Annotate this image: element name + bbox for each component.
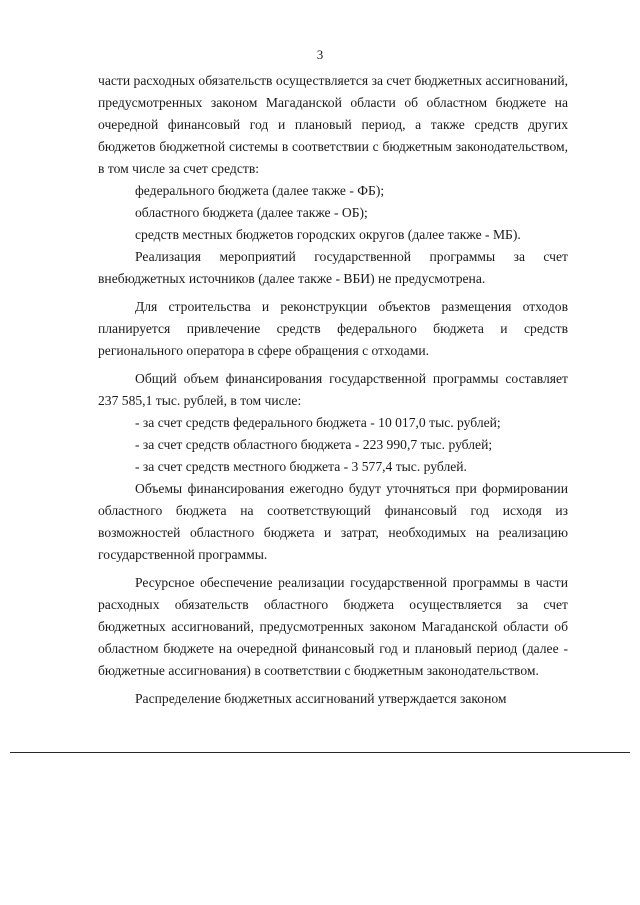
- amount-item-local: - за счет средств местного бюджета - 3 577,4 тыс. рублей.: [135, 459, 467, 474]
- amount-item-federal: - за счет средств федерального бюджета - 10 017,0 тыс. рублей;: [135, 415, 501, 430]
- paragraph-extrabudgetary: Реализация мероприятий государственной программы за счет внебюджетных источников (далее также - ВБИ) не предусмотрена.: [98, 249, 568, 286]
- page-number: 3: [316, 47, 324, 62]
- paragraph-resource-provision: Ресурсное обеспечение реализации государственной программы в части расходных обязательств областного бюджета осуществляется за счет бюджетных ассигнований, предусмотренных законом Магаданской области об областном бюджете на очередной финансовый год и плановый период (далее - бюджетные ассигнования) в соответствии с бюджетным законодательством.: [98, 575, 568, 678]
- fund-item-municipal: средств местных бюджетов городских округов (далее также - МБ).: [135, 227, 521, 242]
- paragraph-funding-sources: части расходных обязательств осуществляется за счет бюджетных ассигнований, предусмотренных законом Магаданской области об областном бюджете на очередной финансовый год и плановый период, а также средств других бюджетов бюджетной системы в соответствии с бюджетным законодательством, в том числе за счет средств:: [98, 73, 568, 176]
- footer-divider: [10, 752, 630, 753]
- fund-item-regional: областного бюджета (далее также - ОБ);: [135, 205, 368, 220]
- paragraph-total-funding: Общий объем финансирования государственной программы составляет 237 585,1 тыс. рублей, в том числе:: [98, 371, 568, 408]
- paragraph-annual-adjustment: Объемы финансирования ежегодно будут уточняться при формировании областного бюджета на соответствующий финансовый год исходя из возможностей областного бюджета и затрат, необходимых на реализацию государственной программы.: [98, 481, 568, 562]
- document-body: [98, 70, 568, 710]
- amount-item-regional: - за счет средств областного бюджета - 223 990,7 тыс. рублей;: [135, 437, 493, 452]
- fund-item-federal: федерального бюджета (далее также - ФБ);: [135, 183, 385, 198]
- paragraph-waste-facilities: Для строительства и реконструкции объектов размещения отходов планируется привлечение средств федерального бюджета и средств регионального оператора в сфере обращения с отходами.: [98, 299, 568, 358]
- paragraph-distribution: Распределение бюджетных ассигнований утверждается законом: [135, 691, 507, 706]
